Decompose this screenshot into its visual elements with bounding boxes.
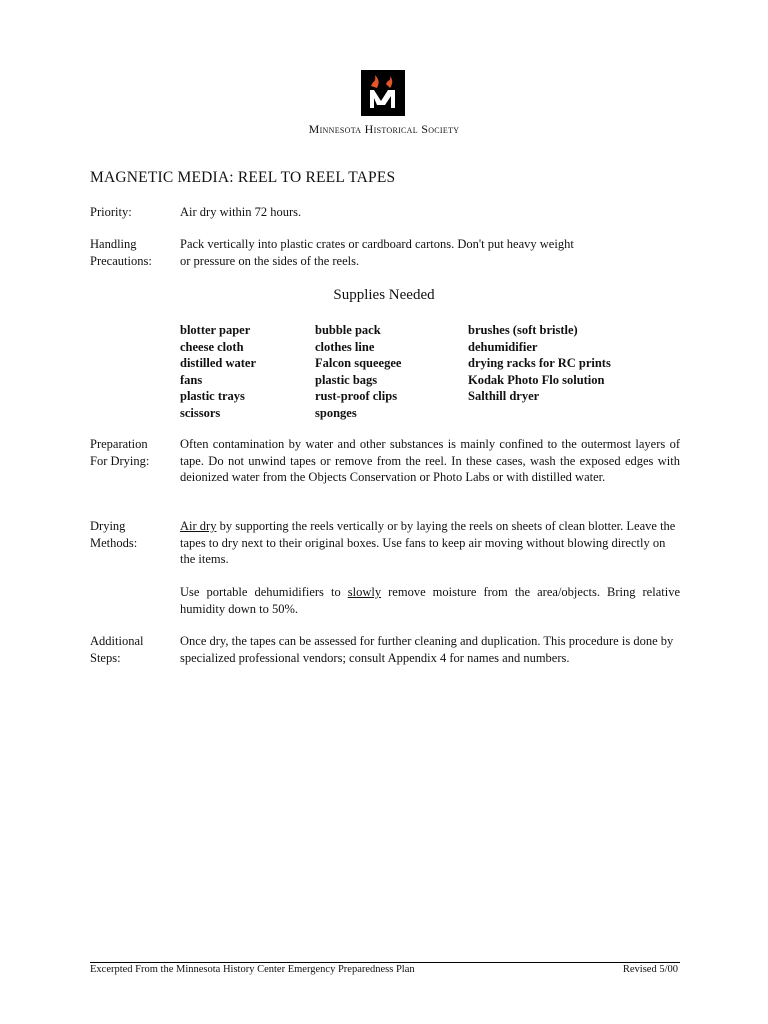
supply-item: blotter paper <box>180 323 251 337</box>
handling-text-line2: or pressure on the sides of the reels. <box>180 253 360 268</box>
supply-item: Kodak Photo Flo solution <box>468 372 605 387</box>
supplies-heading: Supplies Needed <box>333 287 435 303</box>
supply-item: dehumidifier <box>468 339 538 354</box>
supply-item: bubble pack <box>315 323 381 337</box>
document-title: MAGNETIC MEDIA: REEL TO REEL TAPES <box>90 169 396 186</box>
drying-label-line1: Drying <box>90 519 126 533</box>
supply-item: clothes line <box>315 339 375 354</box>
supply-item: brushes (soft bristle) <box>468 323 578 337</box>
air-dry-emphasis: Air dry <box>180 519 217 533</box>
supply-item: plastic trays <box>180 389 245 403</box>
drying-paragraph-2-start: Use portable dehumidifiers to <box>180 585 348 599</box>
drying-label-line2: Methods: <box>90 535 138 550</box>
additional-text: Once dry, the tapes can be assessed for further cleaning and duplication. This procedure is done by specialized professional vendors; consult Appendix 4 for names and numbers. <box>180 634 674 665</box>
drying-paragraph-2 <box>180 584 680 617</box>
preparation-text: Often contamination by water and other substances is mainly confined to the outermost layers of tape. Do not unwind tapes or remove from the reel. In these cases, wash the exposed edges with deionized water from the Objects Conservation or Photo Labs or with distilled water. <box>180 437 680 484</box>
drying-paragraph-1 <box>180 518 678 568</box>
mhs-logo-icon <box>361 70 405 116</box>
footer-divider <box>90 962 680 963</box>
priority-label: Priority: <box>90 205 132 219</box>
footer-revision: Revised 5/00 <box>622 964 678 975</box>
supplies-column-2 <box>315 322 401 421</box>
supply-item: plastic bags <box>315 372 378 387</box>
handling-text-line1: Pack vertically into plastic crates or cardboard cartons. Don't put heavy weight <box>180 237 574 251</box>
organization-name: Minnesota Historical Society <box>308 122 460 136</box>
drying-paragraph-1-text: by supporting the reels vertically or by laying the reels on sheets of clean blotter. Leave the tapes to dry next to their original boxes. Use fans to keep air moving without blowing directly on the items. <box>180 519 676 566</box>
additional-label-line1: Additional <box>90 634 144 648</box>
supply-item: fans <box>180 372 203 387</box>
supply-item: cheese cloth <box>180 339 244 354</box>
preparation-label-line1: Preparation <box>90 437 148 451</box>
supply-item: Falcon squeegee <box>315 356 402 370</box>
handling-label-line1: Handling <box>90 237 137 251</box>
priority-text: Air dry within 72 hours. <box>180 205 302 219</box>
supply-item: drying racks for RC prints <box>468 356 611 370</box>
supplies-column-3 <box>468 322 611 405</box>
supply-item: scissors <box>180 405 221 420</box>
supply-item: rust-proof clips <box>315 389 398 403</box>
supply-item: distilled water <box>180 356 257 370</box>
additional-label-line2: Steps: <box>90 650 121 665</box>
drying-paragraph-2-end: remove moisture from the area/objects. Bring relative humidity down to 50%. <box>180 585 680 616</box>
slowly-emphasis: slowly <box>347 585 382 599</box>
supplies-column-1 <box>180 322 256 421</box>
footer-source: Excerpted From the Minnesota History Center Emergency Preparedness Plan <box>90 964 415 975</box>
handling-label-line2: Precautions: <box>90 253 152 268</box>
supply-item: Salthill dryer <box>468 389 540 403</box>
preparation-label-line2: For Drying: <box>90 453 150 468</box>
supply-item: sponges <box>315 405 357 420</box>
